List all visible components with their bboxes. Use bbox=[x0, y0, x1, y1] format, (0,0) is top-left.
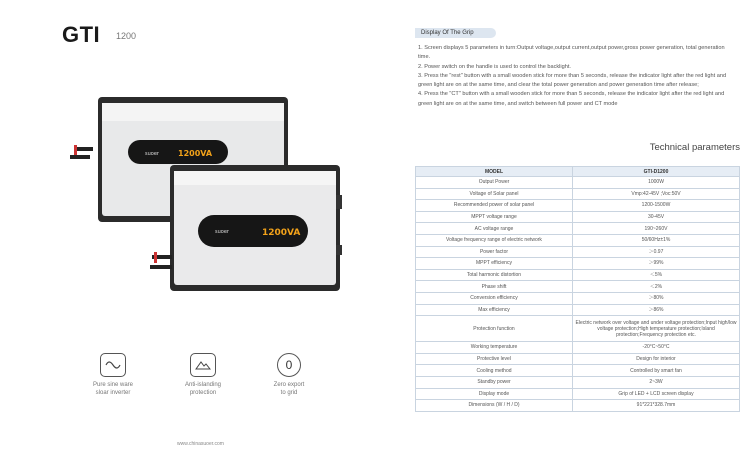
page-title: GTI bbox=[62, 22, 101, 47]
table-row bbox=[416, 246, 740, 258]
spec-key: Max efficiency bbox=[416, 304, 573, 316]
table-row bbox=[416, 223, 740, 235]
spec-value: 1200-1500W bbox=[573, 200, 740, 212]
spec-key: Conversion efficiency bbox=[416, 292, 573, 304]
spec-value: ＜2% bbox=[573, 281, 740, 293]
spec-key: Total harmonic distortion bbox=[416, 269, 573, 281]
spec-value: 30-45V bbox=[573, 211, 740, 223]
inverter-front bbox=[150, 165, 342, 291]
table-row bbox=[416, 400, 740, 412]
spec-value: 190~260V bbox=[573, 223, 740, 235]
spec-value: ＞0.97 bbox=[573, 246, 740, 258]
spec-key: Display mode bbox=[416, 388, 573, 400]
section-title-display: Display Of The Grip bbox=[415, 28, 496, 38]
spec-key: Power factor bbox=[416, 246, 573, 258]
spec-key: Protection function bbox=[416, 316, 573, 342]
spec-value: ＞99% bbox=[573, 258, 740, 270]
table-row bbox=[416, 376, 740, 388]
spec-table bbox=[415, 166, 740, 412]
spec-key: Recommended power of solar panel bbox=[416, 200, 573, 212]
spec-value: Controlled by smart fan bbox=[573, 365, 740, 377]
feature-label: Anti-islanding bbox=[184, 382, 222, 388]
spec-value: 2~3W bbox=[573, 376, 740, 388]
website-url: www.chinasuoer.com bbox=[177, 441, 224, 447]
instruction-item: 3. Press the "rest" button with a small wooden stick for more than 5 seconds, release the indicator light after the red light and green light are on at the same time, and clear the total power generation and power generation time after release; bbox=[418, 72, 727, 89]
table-row bbox=[416, 292, 740, 304]
feature-label: protection bbox=[189, 389, 217, 396]
spec-key: Voltage frequency range of electric network bbox=[416, 234, 573, 246]
instruction-item: 2. Power switch on the handle is used to control the backlight. bbox=[418, 63, 571, 70]
spec-value: Vmp:42-45V ;Voc:50V bbox=[573, 188, 740, 200]
spec-value: 91*221*328.7mm bbox=[573, 400, 740, 412]
table-row bbox=[416, 388, 740, 400]
spec-value: ＜5% bbox=[573, 269, 740, 281]
table-row bbox=[416, 258, 740, 270]
feature-label: sloar inverter bbox=[95, 389, 131, 396]
instruction-item: 4. Press the "CT" button with a small wooden stick for more than 5 seconds, release the indicator light after the red light and green light are on at the same time, and switch between full power and CT mode bbox=[418, 91, 725, 107]
mountain-icon bbox=[190, 353, 216, 377]
table-row bbox=[416, 281, 740, 293]
table-header-row bbox=[416, 167, 740, 177]
svg-text:1200VA: 1200VA bbox=[178, 149, 213, 158]
spec-key: Working temperature bbox=[416, 342, 573, 354]
spec-key: AC voltage range bbox=[416, 223, 573, 235]
feature-label: Zero export bbox=[273, 382, 305, 388]
feature-label: to grid bbox=[280, 389, 298, 396]
spec-value: 50/60Hz±1% bbox=[573, 234, 740, 246]
feature-pure-sine bbox=[78, 353, 148, 397]
spec-value: Grip of LED + LCD screen display bbox=[573, 388, 740, 400]
spec-value: 1000W bbox=[573, 177, 740, 189]
table-row bbox=[416, 234, 740, 246]
header-key: MODEL bbox=[416, 167, 573, 177]
spec-key: MPPT efficiency bbox=[416, 258, 573, 270]
svg-text:1200VA: 1200VA bbox=[262, 228, 301, 238]
spec-key: Cooling method bbox=[416, 365, 573, 377]
model-number: 1200 bbox=[116, 31, 137, 41]
sine-wave-icon bbox=[100, 353, 126, 377]
spec-key: MPPT voltage range bbox=[416, 211, 573, 223]
spec-key: Standby power bbox=[416, 376, 573, 388]
feature-anti-islanding bbox=[168, 353, 238, 397]
spec-value: Design for interior bbox=[573, 353, 740, 365]
table-row bbox=[416, 353, 740, 365]
table-row bbox=[416, 211, 740, 223]
display-instructions bbox=[418, 44, 736, 109]
table-row bbox=[416, 269, 740, 281]
spec-key: Phase shift bbox=[416, 281, 573, 293]
svg-text:suoer: suoer bbox=[145, 151, 159, 157]
feature-label: Pure sine ware bbox=[92, 382, 134, 388]
spec-key: Voltage of Solar panel bbox=[416, 188, 573, 200]
spec-key: Dimensions (W / H / D) bbox=[416, 400, 573, 412]
instruction-item: 1. Screen displays 5 parameters in turn:Output voltage,output current,output power,gross power generation, total generation time. bbox=[418, 45, 725, 61]
header-value: GTI-D1200 bbox=[573, 167, 740, 177]
table-row bbox=[416, 188, 740, 200]
table-row bbox=[416, 342, 740, 354]
spec-value: Electric network over voltage and under voltage protection;Input high/low voltage protection;High temperature protection;Island protection;Frequency protection etc. bbox=[573, 316, 740, 342]
product-image bbox=[70, 95, 355, 295]
tech-params-title: Technical parameters bbox=[649, 142, 740, 153]
spec-key: Output Power bbox=[416, 177, 573, 189]
spec-value: -20°C~50°C bbox=[573, 342, 740, 354]
spec-key: Protective level bbox=[416, 353, 573, 365]
feature-zero-export bbox=[254, 353, 324, 397]
table-row bbox=[416, 200, 740, 212]
zero-icon: 0 bbox=[277, 353, 301, 377]
spec-value: ＞86% bbox=[573, 304, 740, 316]
table-row bbox=[416, 177, 740, 189]
svg-text:suoer: suoer bbox=[215, 229, 229, 235]
table-row bbox=[416, 365, 740, 377]
spec-value: ＞80% bbox=[573, 292, 740, 304]
table-row bbox=[416, 316, 740, 342]
table-row bbox=[416, 304, 740, 316]
